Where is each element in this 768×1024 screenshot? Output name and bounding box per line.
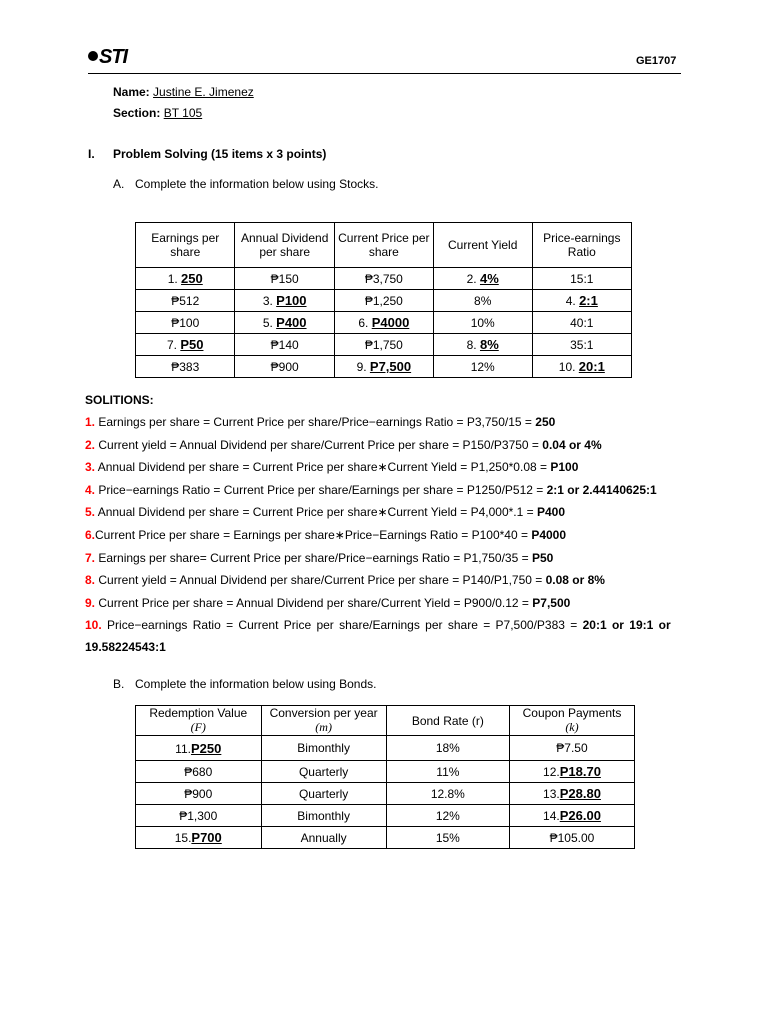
item-number: 10. [558,360,579,374]
solution-number: 7. [85,550,96,565]
cell-value: Annually [300,830,347,845]
answer-value: P100 [276,293,307,308]
table-cell [386,736,509,761]
solution-number: 1. [85,415,96,429]
section-line [113,106,202,120]
header-row [136,223,632,268]
solution-number: 10. [85,618,102,633]
table-cell [136,356,235,378]
header-row [136,706,635,736]
student-section: BT 105 [163,106,203,120]
sti-logo: STI [88,46,127,69]
table-cell [136,312,235,334]
column-header [509,706,634,736]
solution-line [85,460,578,474]
solution-formula: Earnings per share= Current Price per share/Price−earnings Ratio = P1,750/35 = [95,550,532,565]
solution-line [85,415,555,429]
cell-value: 12.8% [430,786,465,801]
solution-line [85,438,602,452]
cell-value: 12% [470,359,495,374]
solution-answer: P50 [531,550,554,565]
column-header: Current Yield [433,223,532,268]
table-cell [334,356,433,378]
part-number: I. [88,147,95,161]
header-symbol: (k) [565,720,579,734]
cell-value: 12% [435,808,460,823]
column-header [386,706,509,736]
cell-value: ₱900 [184,786,213,801]
item-number: 8. [466,338,480,352]
cell-value: 8% [474,293,492,308]
item-number: 4. [565,294,580,308]
cell-value: ₱1,250 [364,293,403,308]
table-cell [261,761,386,783]
table-cell [509,761,634,783]
table-cell [261,736,386,761]
column-header [261,706,386,736]
solution-number: 8. [85,573,96,588]
table-cell [532,290,631,312]
answer-value: P28.80 [559,786,601,801]
table-row [136,761,635,783]
solution-number: 6. [85,528,96,542]
table-row [136,334,632,356]
table-cell [532,356,631,378]
table-cell [235,334,334,356]
table-cell [433,334,532,356]
table-cell [235,268,334,290]
table-row [136,736,635,761]
solution-formula: Price−earnings Ratio = Current Price per share/Earnings per share = P1250/P512 = [95,482,547,497]
solution-10-continuation: 19.58224543:1 [85,640,166,654]
item-number: 15. [174,831,192,845]
table-row [136,268,632,290]
answer-value: 250 [181,271,203,286]
solution-answer: 20:1 or 19:1 or [582,618,671,633]
table-cell [334,334,433,356]
cell-value: Quarterly [298,786,349,801]
item-number: 7. [166,338,181,352]
solution-answer: P400 [537,505,566,520]
solution-formula: Current Price per share = Earnings per share∗Price−Earnings Ratio = P100*40 = [95,528,532,542]
name-label: Name: [113,85,150,99]
cell-value: Bimonthly [297,741,350,755]
item-number: 9. [356,360,370,374]
solution-number: 5. [85,505,96,520]
cell-value: 35:1 [570,337,594,352]
table-row [136,783,635,805]
table-cell [532,268,631,290]
header-rule [88,73,681,74]
item-number: 14. [543,809,560,823]
table-cell [261,805,386,827]
item-number: 1. [167,272,182,286]
header-label: Conversion per year [269,706,378,720]
table-cell [235,312,334,334]
table-cell [386,805,509,827]
table-row [136,827,635,849]
table-cell [136,290,235,312]
cell-value: ₱3,750 [364,271,403,286]
cell-value: ₱383 [171,359,200,374]
solution-formula: Annual Dividend per share = Current Price per share∗Current Yield = P4,000*.1 = [95,505,537,520]
cell-value: 10% [470,315,495,330]
table-cell [509,805,634,827]
answer-value: 20:1 [578,359,605,374]
answer-value: P18.70 [559,764,601,779]
cell-value: ₱105.00 [549,830,595,845]
solution-formula: Price−earnings Ratio = Current Price per share/Earnings per share = P7,500/P383 = [101,618,583,633]
table-cell [261,827,386,849]
header-label: Coupon Payments [522,706,622,720]
answer-value: P26.00 [559,808,601,823]
item-number: 11. [175,741,191,756]
table-cell [433,268,532,290]
solution-number: 2. [85,437,96,452]
solution-line [85,551,553,565]
table-cell [136,334,235,356]
item-number: 2. [466,272,480,286]
solution-line [85,505,565,519]
header-label: Bond Rate (r) [411,713,484,728]
answer-value: P250 [190,740,222,756]
part-b-letter: B. [113,677,125,691]
table-cell [261,783,386,805]
part-a-letter: A. [113,177,125,191]
table-row [136,356,632,378]
table-cell [334,312,433,334]
solution-answer: 0.04 or 4% [542,437,602,452]
solution-line [85,528,566,542]
cell-value: ₱140 [270,337,299,352]
column-header: Annual Dividend per share [235,223,334,268]
cell-value: Quarterly [298,764,349,779]
solution-answer: 0.08 or 8% [545,573,605,588]
student-name: Justine E. Jimenez [153,85,254,99]
part-b-instruction: Complete the information below using Bonds. [135,677,377,691]
solution-formula: Current yield = Annual Dividend per share/Current Price per share = P140/P1,750 = [95,573,546,588]
table-cell [509,783,634,805]
table-cell [136,805,262,827]
column-header: Current Price per share [334,223,433,268]
solution-number: 3. [85,460,96,475]
solution-formula: Earnings per share = Current Price per share/Price−earnings Ratio = P3,750/15 = [95,415,536,429]
cell-value: 15% [435,830,460,845]
table-row [136,805,635,827]
solution-line [85,618,671,632]
cell-value: ₱7.50 [556,741,588,755]
column-header: Price-earnings Ratio [532,223,631,268]
answer-value: P50 [180,337,204,352]
table-cell [509,736,634,761]
column-header [136,706,262,736]
table-cell [386,761,509,783]
answer-value: 8% [479,337,499,352]
section-label: Section: [113,106,161,120]
cell-value: Bimonthly [297,808,350,823]
header-symbol: (F) [190,720,206,734]
item-number: 6. [358,316,372,330]
table-cell [386,783,509,805]
cell-value: ₱1,300 [179,808,218,823]
table-cell [509,827,634,849]
part-a-instruction: Complete the information below using Stocks. [135,177,379,191]
cell-value: ₱150 [270,271,299,286]
stocks-table [135,222,632,378]
cell-value: 15:1 [570,271,594,286]
table-cell [386,827,509,849]
table-cell [136,783,262,805]
column-header: Earnings per share [136,223,235,268]
cell-value: ₱512 [171,293,200,308]
name-line [113,85,254,99]
solution-line [85,483,657,497]
solution-line [85,573,605,587]
cell-value: 40:1 [570,315,594,330]
table-cell [334,290,433,312]
bonds-table [135,705,635,849]
answer-value: 4% [479,271,499,286]
solution-answer: 2:1 or 2.44140625:1 [546,482,657,497]
cell-value: 18% [435,741,460,755]
table-cell [334,268,433,290]
table-cell [235,290,334,312]
cell-value: ₱100 [171,315,200,330]
cell-value: 11% [436,764,460,779]
cell-value: ₱1,750 [364,337,403,352]
answer-value: P700 [191,830,222,845]
table-cell [235,356,334,378]
answer-value: P7,500 [369,359,412,374]
solution-answer: P7,500 [532,595,571,610]
answer-value: P400 [276,315,307,330]
table-cell [532,334,631,356]
solution-line [85,596,570,610]
solution-number: 4. [85,482,96,497]
solution-number: 9. [85,595,96,610]
table-row [136,290,632,312]
item-number: 12. [543,765,560,779]
solution-formula: Current yield = Annual Dividend per share/Current Price per share = P150/P3750 = [95,437,543,452]
table-cell [433,312,532,334]
table-cell [136,761,262,783]
solution-formula: Annual Dividend per share = Current Price per share∗Current Yield = P1,250*0.08 = [95,460,551,475]
answer-value: P4000 [371,315,410,330]
cell-value: ₱680 [184,764,213,779]
table-cell [136,736,262,761]
table-cell [433,356,532,378]
table-row [136,312,632,334]
table-cell [136,827,262,849]
item-number: 13. [543,787,560,801]
table-cell [433,290,532,312]
solution-answer: P4000 [531,528,567,542]
answer-value: 2:1 [579,293,598,308]
course-code: GE1707 [636,55,677,67]
table-cell [136,268,235,290]
solution-answer: 250 [535,415,556,429]
cell-value: ₱900 [270,359,299,374]
part-title: Problem Solving (15 items x 3 points) [113,147,327,161]
header-symbol: (m) [315,720,332,734]
solution-formula: Current Price per share = Annual Dividend per share/Current Yield = P900/0.12 = [95,595,533,610]
item-number: 3. [262,294,277,308]
table-cell [532,312,631,334]
solutions-title: SOLITIONS: [85,393,154,407]
header-label: Redemption Value [149,706,248,720]
solution-answer: P100 [550,460,579,475]
item-number: 5. [262,316,277,330]
